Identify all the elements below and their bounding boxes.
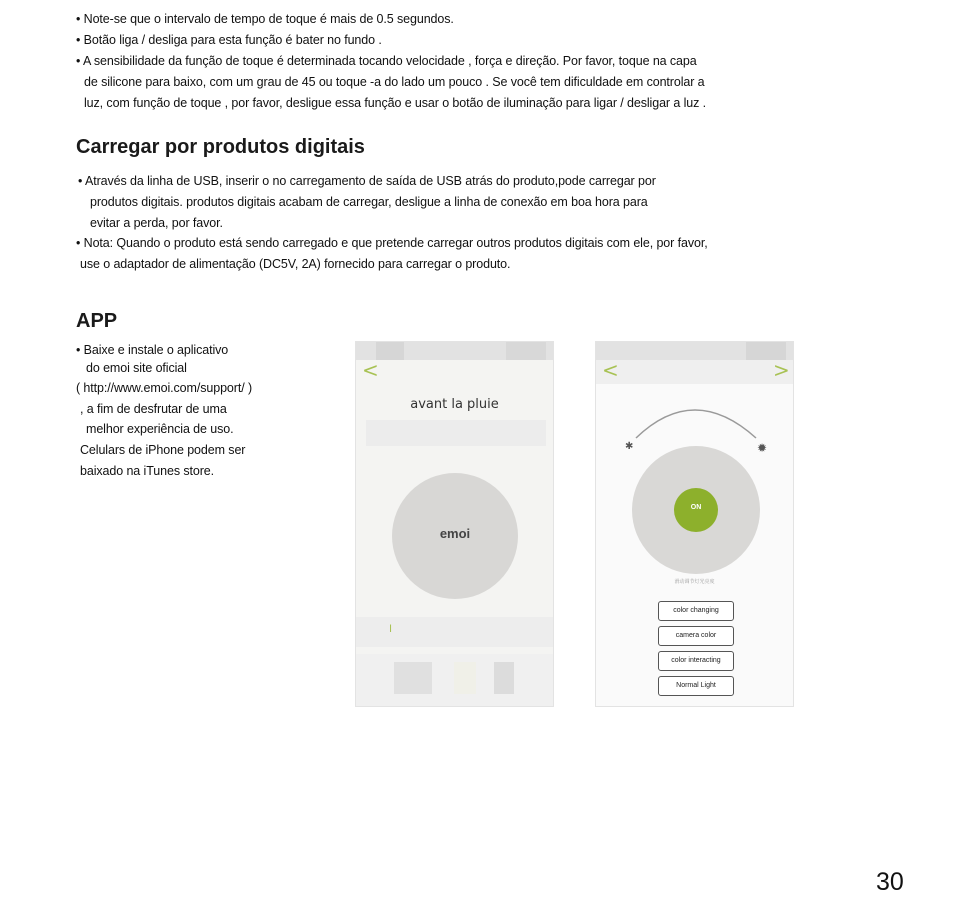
status-bar-block bbox=[376, 342, 404, 360]
app-line-4: , a fim de desfrutar de uma bbox=[80, 402, 227, 416]
control-button-prev[interactable] bbox=[394, 662, 432, 694]
page-number: 30 bbox=[876, 868, 904, 896]
camera-color-button[interactable]: camera color bbox=[658, 626, 734, 646]
emoi-dial[interactable] bbox=[392, 473, 518, 599]
charge-line-1: • Através da linha de USB, inserir o no carregamento de saída de USB atrás do produto,pode carregar por bbox=[78, 174, 656, 188]
app-line-6: Celulars de iPhone podem ser bbox=[80, 443, 246, 457]
charge-line-2: produtos digitais. produtos digitais acabam de carregar, desligue a linha de conexão em boa hora para bbox=[90, 195, 648, 209]
blurred-subtitle bbox=[366, 420, 546, 446]
section-title-app: APP bbox=[76, 310, 118, 332]
app-line-7: baixado na iTunes store. bbox=[80, 464, 215, 478]
charge-note-line-2: use o adaptador de alimentação (DC5V, 2A) fornecido para carregar o produto. bbox=[80, 257, 511, 271]
song-title: avant la pluie bbox=[410, 397, 499, 412]
app-screenshot-player bbox=[355, 341, 554, 707]
app-line-1: • Baixe e instale o aplicativo bbox=[76, 343, 229, 357]
back-chevron-icon[interactable]: < bbox=[602, 358, 619, 382]
control-button-next[interactable] bbox=[494, 662, 514, 694]
forward-chevron-icon[interactable]: > bbox=[773, 358, 790, 382]
section-title-charging: Carregar por produtos digitais bbox=[76, 136, 365, 158]
on-button[interactable] bbox=[674, 488, 718, 532]
app-line-2: do emoi site oficial bbox=[86, 361, 187, 375]
app-line-5: melhor experiência de uso. bbox=[86, 422, 234, 436]
back-chevron-icon[interactable]: < bbox=[362, 358, 379, 382]
blurred-progress-area bbox=[356, 617, 553, 647]
progress-cursor: I bbox=[389, 623, 393, 635]
on-label: ON bbox=[690, 504, 702, 511]
slider-caption: 滑动调节灯光亮度 bbox=[674, 579, 715, 585]
bullet-on-off: • Botão liga / desliga para esta função é bater no fundo . bbox=[76, 33, 382, 47]
bullet-sensitivity-line1: • A sensibilidade da função de toque é determinada tocando velocidade , força e direção. Por favor, toque na capa bbox=[76, 54, 697, 68]
bullet-sensitivity-line2: de silicone para baixo, com um grau de 45 ou toque -a do lado um pouco . Se você tem dificuldade em controlar a bbox=[84, 75, 705, 89]
emoi-logo: emoi bbox=[439, 526, 471, 541]
charge-line-3: evitar a perda, por favor. bbox=[90, 216, 223, 230]
charge-note-line-1: • Nota: Quando o produto está sendo carregado e que pretende carregar outros produtos digitais com ele, por favor, bbox=[76, 236, 708, 250]
normal-light-button[interactable]: Normal Light bbox=[658, 676, 734, 696]
color-changing-button[interactable]: color changing bbox=[658, 601, 734, 621]
brightness-low-icon: ✱ bbox=[625, 441, 634, 452]
bullet-touch-interval: • Note-se que o intervalo de tempo de toque é mais de 0.5 segundos. bbox=[76, 12, 454, 26]
app-screenshot-light-control bbox=[595, 341, 794, 707]
app-line-3-url: ( http://www.emoi.com/support/ ) bbox=[76, 381, 253, 395]
control-button-play[interactable] bbox=[454, 662, 476, 694]
brightness-high-icon: ✹ bbox=[757, 441, 768, 455]
color-interacting-button[interactable]: color interacting bbox=[658, 651, 734, 671]
color-dial[interactable] bbox=[632, 446, 760, 574]
status-bar-block bbox=[506, 342, 546, 360]
bullet-sensitivity-line3: luz, com função de toque , por favor, desligue essa função e usar o botão de iluminação para ligar / desligar a luz . bbox=[84, 96, 707, 110]
